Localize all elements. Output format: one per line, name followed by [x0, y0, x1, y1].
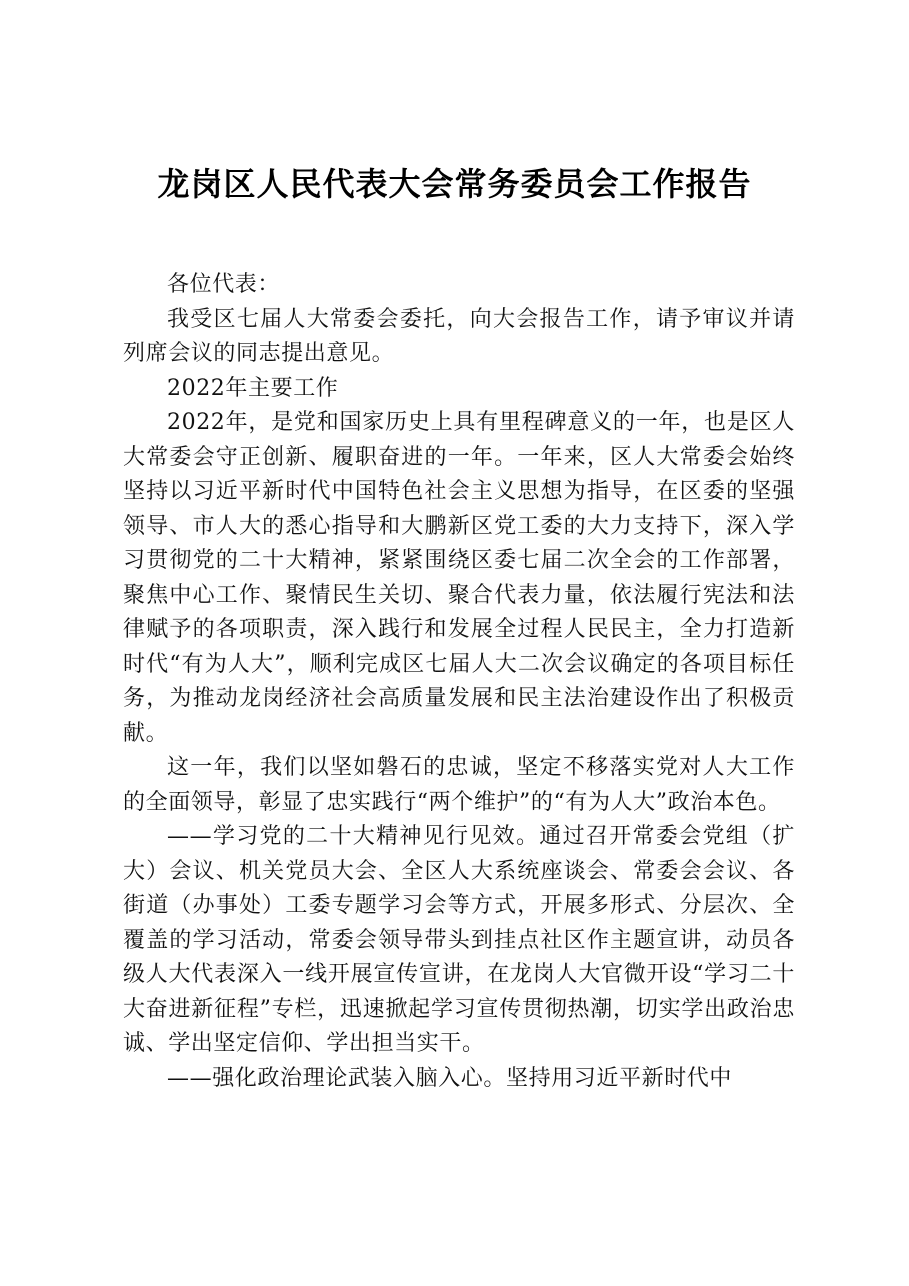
paragraph-salutation: 各位代表： — [167, 272, 281, 297]
section-heading: 2022年主要工作 — [167, 375, 339, 401]
paragraph: 2022年，是党和国家历史上具有里程碑意义的一年，也是区人大常委会守正创新、履职奋进的一年。一年来，区人大常委会始终坚持以习近平新时代中国特色社会主义思想为指导，在区委的坚强领导、市人大的悉心指导和大鹏新区党工委的大力支持下，深入学习贯彻党的二十大精神，紧紧围绕区委七届二次全会的工作部署，聚焦中心工作、聚情民生关切、聚合代表力量，依法履行宪法和法律赋予的各项职责，深入践行和发展全过程人民民主，全力打造新时代“有为人大”，顺利完成区七届人大二次会议确定的各项目标任务，为推动龙岗经济社会高质量发展和民主法治建设作出了积极贡献。 — [123, 410, 795, 746]
paragraph: 这一年，我们以坚如磐石的忠诚，坚定不移落实党对人大工作的全面领导，彰显了忠实践行“两个维护”的“有为人大”政治本色。 — [123, 755, 795, 815]
paragraph: ——强化政治理论武装入脑入心。坚持用习近平新时代中 — [167, 1065, 733, 1091]
document-body — [123, 268, 795, 1096]
paragraph-intro: 我受区七届人大常委会委托，向大会报告工作，请予审议并请列席会议的同志提出意见。 — [123, 306, 795, 366]
paragraph: ——学习党的二十大精神见行见效。通过召开常委会党组（扩大）会议、机关党员大会、全区人大系统座谈会、常委会会议、各街道（办事处）工委专题学习会等方式，开展多形式、分层次、全覆盖的学习活动，常委会领导带头到挂点社区作主题宣讲，动员各级人大代表深入一线开展宣传宣讲，在龙岗人大官微开设“学习二十大奋进新征程”专栏，迅速掀起学习宣传贯彻热潮，切实学出政治忠诚、学出坚定信仰、学出担当实干。 — [123, 824, 795, 1056]
document-title: 龙岗区人民代表大会常务委员会工作报告 — [157, 165, 752, 203]
